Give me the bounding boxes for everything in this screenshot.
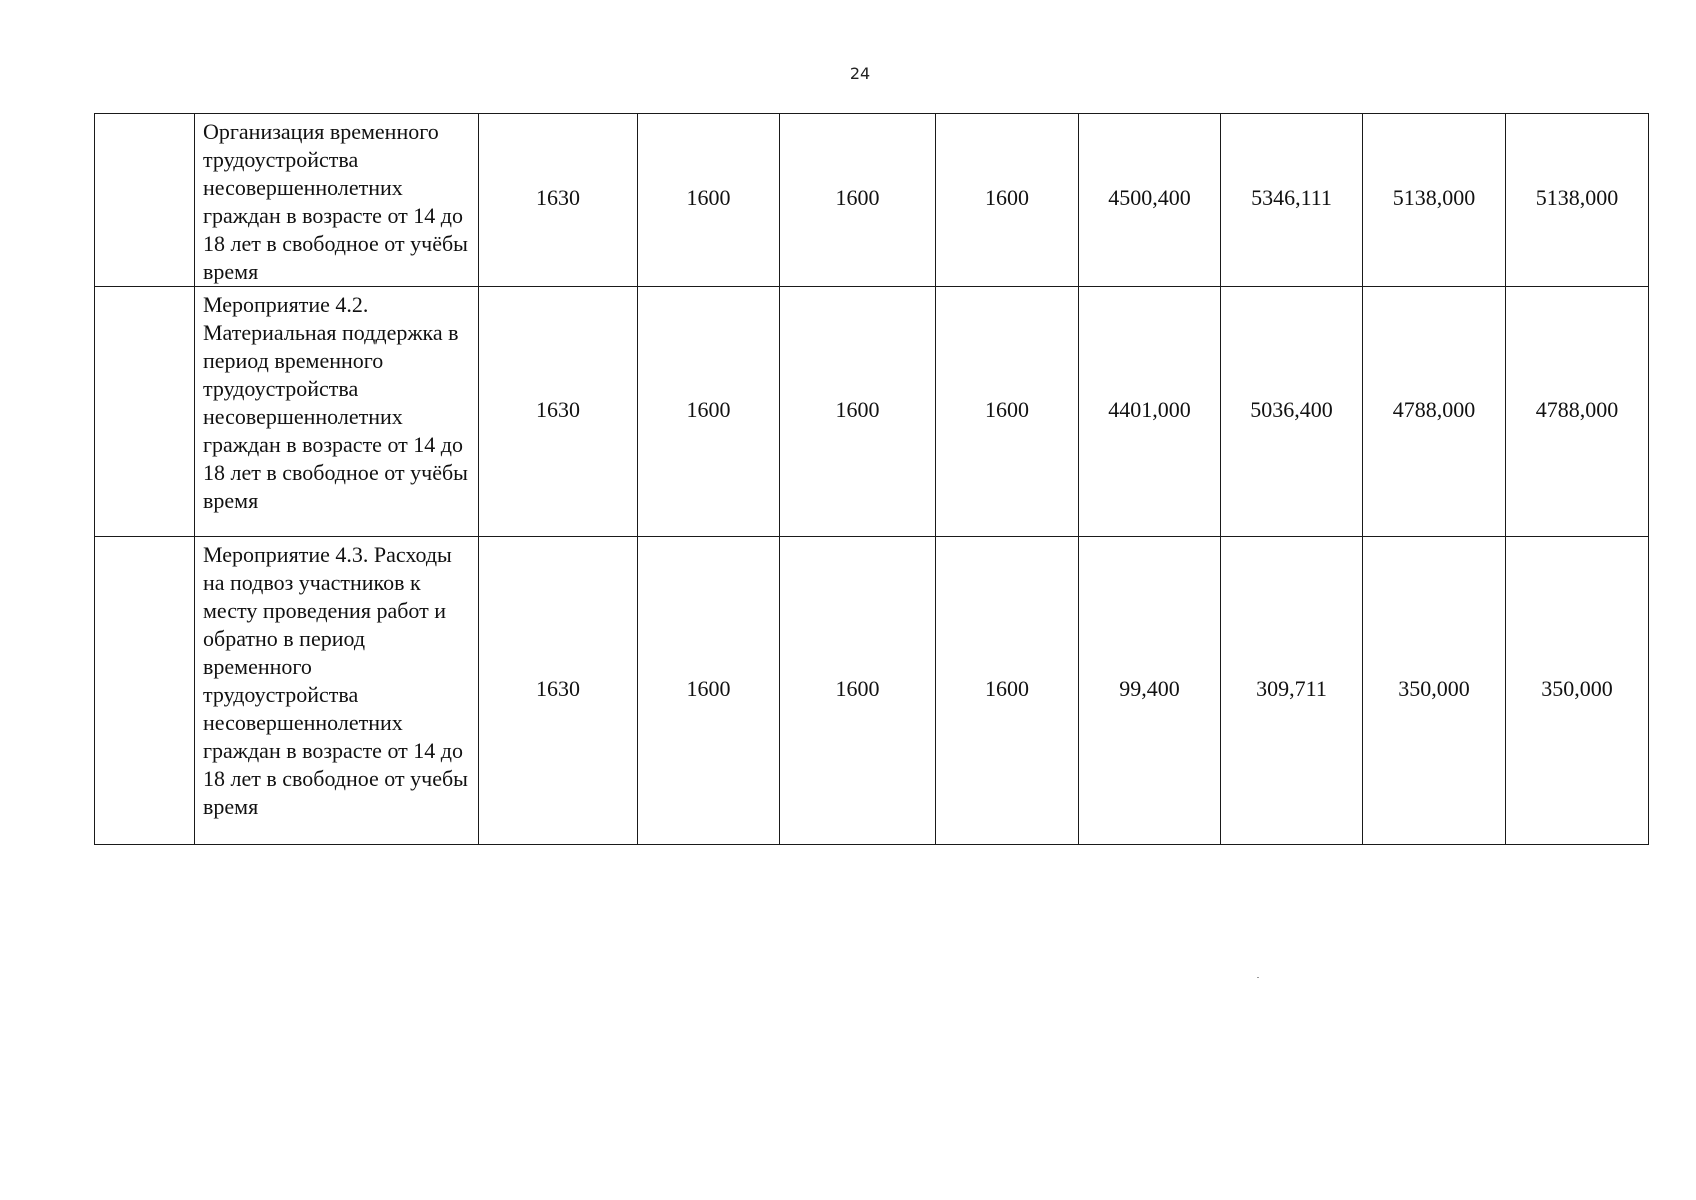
table-row — [95, 287, 1649, 537]
value-cell: 1600 — [638, 287, 780, 537]
activity-description: Мероприятие 4.3. Расходы на подвоз участников к месту проведения работ и обратно в период временного трудоустройства несовершеннолетних граждан в возрасте от 14 до 18 лет в свободное от учебы время — [195, 537, 479, 845]
activity-description: Организация временного трудоустройства несовершеннолетних граждан в возрасте от 14 до 18 лет в свободное от учёбы время — [195, 114, 479, 287]
value-cell: 1600 — [638, 537, 780, 845]
value-cell: 1600 — [780, 287, 936, 537]
value-cell: 1630 — [479, 287, 638, 537]
page-number: 24 — [849, 64, 871, 83]
value-cell: 350,000 — [1363, 537, 1506, 845]
value-cell: 1600 — [936, 287, 1079, 537]
value-cell: 1600 — [780, 114, 936, 287]
value-cell: 1630 — [479, 114, 638, 287]
table-row — [95, 537, 1649, 845]
value-cell: 4401,000 — [1079, 287, 1221, 537]
value-cell: 1630 — [479, 537, 638, 845]
value-cell: 1600 — [936, 114, 1079, 287]
value-cell: 5138,000 — [1363, 114, 1506, 287]
value-cell: 5138,000 — [1506, 114, 1649, 287]
activity-description: Мероприятие 4.2. Материальная поддержка в период временного трудоустройства несовершеннолетних граждан в возрасте от 14 до 18 лет в свободное от учёбы время — [195, 287, 479, 537]
value-cell: 5036,400 — [1221, 287, 1363, 537]
row-code-cell — [95, 537, 195, 845]
value-cell: 5346,111 — [1221, 114, 1363, 287]
value-cell: 4788,000 — [1363, 287, 1506, 537]
value-cell: 1600 — [780, 537, 936, 845]
row-code-cell — [95, 114, 195, 287]
table-row — [95, 114, 1649, 287]
value-cell: 309,711 — [1221, 537, 1363, 845]
program-funding-table — [94, 113, 1649, 845]
row-code-cell — [95, 287, 195, 537]
value-cell: 350,000 — [1506, 537, 1649, 845]
value-cell: 99,400 — [1079, 537, 1221, 845]
value-cell: 1600 — [638, 114, 780, 287]
scan-speck — [1257, 977, 1259, 978]
value-cell: 4500,400 — [1079, 114, 1221, 287]
value-cell: 4788,000 — [1506, 287, 1649, 537]
value-cell: 1600 — [936, 537, 1079, 845]
